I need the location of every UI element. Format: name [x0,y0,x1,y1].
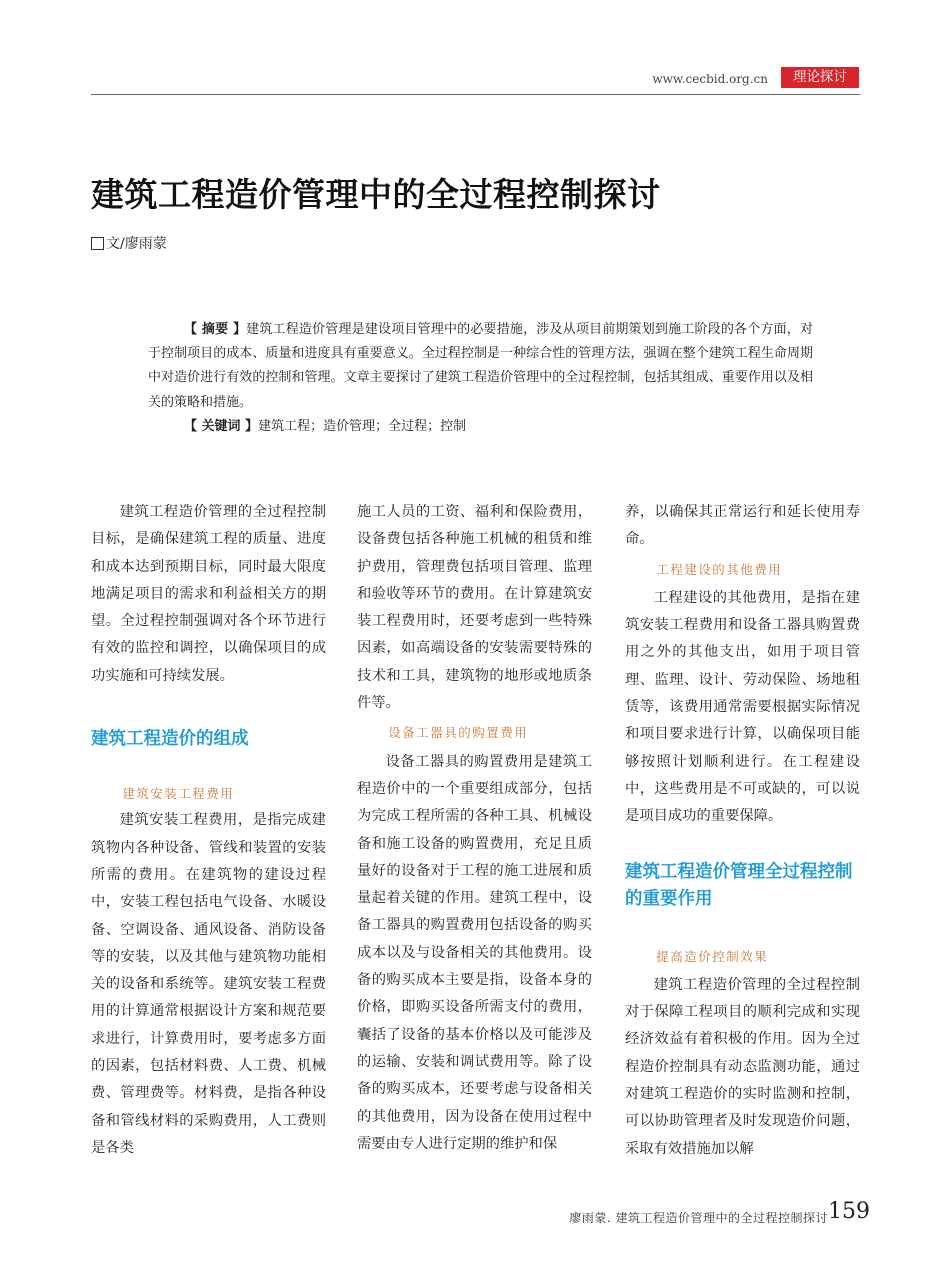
section-heading: 建筑工程造价管理全过程控制的重要作用 [625,861,853,909]
abstract-paragraph [148,318,813,415]
subsection-heading: 提高造价控制效果 [656,948,769,964]
author: 文/廖雨蒙 [106,236,167,252]
body-paragraph: 施工人员的工资、福利和保险费用，设备费包括各种施工机械的租赁和维护费用，管理费包括项目管理、监理和验收等环节的费用。在计算建筑安装工程费用时，还要考虑到一些特殊因素，如高端设备的安装需要特殊的技术和工具，建筑物的地形或地质条件等。 [357,504,592,712]
abstract-block [148,318,813,439]
subsection-heading: 工程建设的其他费用 [656,561,783,577]
page-number: 159 [828,1199,870,1224]
page-header [0,0,950,100]
body-paragraph: 建筑安装工程费用，是指完成建筑物内各种设备、管线和装置的安装所需的费用。在建筑物的建设过程中，安装工程包括电气设备、水暖设备、空调设备、通风设备、消防设备等的安装，以及其他与建筑物功能相关的设备和系统等。建筑安装工程费用的计算通常根据设计方案和规范要求进行，计算费用时，要考虑多方面的因素，包括材料费、人工费、机械费、管理费等。材料费，是指各种设备和管线材料的采购费用，人工费则是各类 [91,812,326,1156]
section-heading: 建筑工程造价的组成 [91,729,249,750]
body-column-2 [357,499,592,1158]
keywords-label: 【 关键词 】 [184,418,259,434]
byline [91,233,167,253]
body-paragraph: 工程建设的其他费用，是指在建筑安装工程费用和设备工器具购置费用之外的其他支出，如用于项目管理、监理、设计、劳动保险、场地租赁等，该费用通常需要根据实际情况和项目要求进行计算，以确保项目能够按照计划顺利进行。在工程建设中，这些费用是不可或缺的，可以说是项目成功的重要保障。 [625,589,860,825]
subsection-heading: 建筑安装工程费用 [122,786,235,802]
article-title: 建筑工程造价管理中的全过程控制探讨 [91,175,661,214]
header-divider [91,94,860,95]
body-column-1 [91,499,326,1162]
abstract-label: 【 摘要 】 [184,322,247,337]
body-paragraph: 养，以确保其正常运行和延长使用寿命。 [625,504,860,548]
keywords-text: 建筑工程；造价管理；全过程；控制 [258,418,467,434]
square-bullet-icon [91,237,104,250]
site-url[interactable]: www.cecbid.org.cn [652,72,768,86]
body-paragraph: 建筑工程造价管理的全过程控制对于保障工程项目的顺利完成和实现经济效益有着积极的作用。因为全过程造价控制具有动态监测功能，通过对建筑工程造价的实时监测和控制，可以协助管理者及时发现造价问题，采取有效措施加以解 [625,976,860,1157]
abstract-text: 建筑工程造价管理是建设项目管理中的必要措施，涉及从项目前期策划到施工阶段的各个方面，对于控制项目的成本、质量和进度具有重要意义。全过程控制是一种综合性的管理方法，强调在整个建筑工程生命周期中对造价进行有效的控制和管理。文章主要探讨了建筑工程造价管理中的全过程控制，包括其组成、重要作用以及相关的策略和措施。 [148,322,813,410]
body-paragraph: 设备工器具的购置费用是建筑工程造价中的一个重要组成部分，包括为完成工程所需的各种工具、机械设备和施工设备的购置费用，充足且质量好的设备对于工程的施工进展和质量起着关键的作用。建筑工程中，设备工器具的购置费用包括设备的购买成本以及与设备相关的其他费用。设备的购买成本主要是指，设备本身的价格，即购买设备所需支付的费用，囊括了设备的基本价格以及可能涉及的运输、安装和调试费用等。除了设备的购买成本，还要考虑与设备相关的其他费用，因为设备在使用过程中需要由专人进行定期的维护和保 [357,753,592,1152]
section-tag: 理论探讨 [781,67,859,88]
intro-paragraph: 建筑工程造价管理的全过程控制目标，是确保建筑工程的质量、进度和成本达到预期目标，同时最大限度地满足项目的需求和利益相关方的期望。全过程控制强调对各个环节进行有效的监控和调控，以确保项目的成功实施和可持续发展。 [91,504,326,684]
keywords-line [148,415,813,439]
footer-citation: 廖雨蒙. 建筑工程造价管理中的全过程控制探讨 [569,1211,828,1225]
page-footer [560,1199,870,1229]
subsection-heading: 设备工器具的购置费用 [388,725,529,741]
body-column-3 [625,499,860,1163]
